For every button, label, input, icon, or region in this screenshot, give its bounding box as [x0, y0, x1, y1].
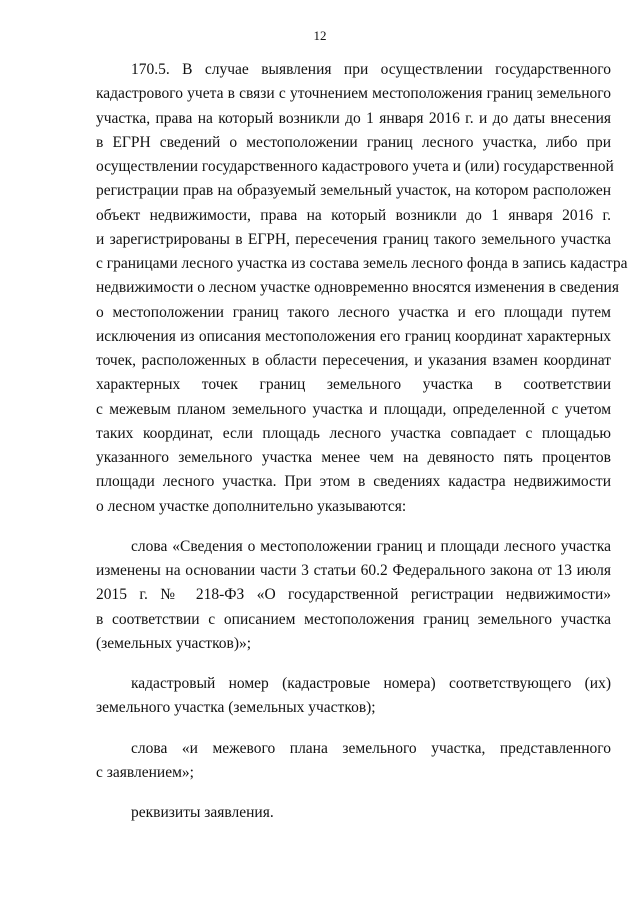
text-line: с заявлением»; — [96, 763, 194, 781]
paragraph — [96, 801, 611, 825]
document-body — [96, 58, 628, 825]
text-line: о лесном участке дополнительно указываются: — [96, 497, 407, 515]
text-line: слова «и межевого плана земельного участка, представленного — [131, 739, 611, 757]
text-line: 170.5. В случае выявления при осуществлении государственного — [131, 61, 611, 78]
text-line: площади лесного участка. При этом в сведениях кадастра недвижимости — [96, 473, 611, 491]
paragraph-gap — [96, 519, 611, 535]
text-line: точек, расположенных в области пересечения, и указания взамен координат — [96, 352, 611, 369]
text-line: изменены на основании части 3 статьи 60.2 Федерального закона от 13 июля — [96, 562, 611, 579]
text-line: (земельных участков)»; — [96, 634, 252, 652]
text-line: регистрации прав на образуемый земельный участок, на котором расположен — [96, 182, 611, 200]
paragraph-gap — [96, 721, 611, 737]
text-line: с границами лесного участка из состава земель лесного фонда в запись кадастра — [96, 255, 628, 272]
text-line: в соответствии с описанием местоположения границ земельного участка — [96, 610, 611, 628]
paragraph-gap — [96, 656, 611, 672]
page-number: 12 — [313, 28, 327, 43]
text-line: участка, права на который возникли до 1 января 2016 г. и до даты внесения — [96, 109, 611, 127]
text-line: характерных точек границ земельного участка в соответствии — [96, 376, 611, 394]
text-line: 2015 г. № 218-ФЗ «О государственной регистрации недвижимости» — [96, 586, 611, 604]
text-line: указанного земельного участка менее чем на девяносто пять процентов — [96, 449, 611, 466]
text-line: исключения из описания местоположения его границ координат характерных — [96, 327, 611, 345]
text-line: кадастрового учета в связи с уточнением местоположения границ земельного — [96, 85, 611, 103]
text-line: и зарегистрированы в ЕГРН, пересечения границ такого земельного участка — [96, 230, 611, 248]
paragraph — [96, 737, 611, 786]
paragraph — [96, 672, 611, 721]
text-line: объект недвижимости, права на который возникли до 1 января 2016 г. — [96, 206, 611, 224]
paragraph — [96, 535, 611, 656]
text-line: в ЕГРН сведений о местоположении границ лесного участка, либо при — [96, 133, 611, 151]
paragraph — [96, 58, 628, 519]
text-line: реквизиты заявления. — [131, 804, 274, 821]
text-line: осуществлении государственного кадастрового учета и (или) государственной — [96, 158, 614, 175]
text-line: кадастровый номер (кадастровые номера) соответствующего (их) — [131, 675, 611, 692]
text-line: земельного участка (земельных участков); — [96, 699, 376, 717]
text-line: недвижимости о лесном участке одновременно вносятся изменения в сведения — [96, 279, 619, 297]
text-line: таких координат, если площадь лесного участка совпадает с площадью — [96, 424, 611, 442]
paragraph-gap — [96, 785, 611, 801]
text-line: с межевым планом земельного участка и площади, определенной с учетом — [96, 400, 611, 418]
text-line: слова «Сведения о местоположении границ и площади лесного участка — [131, 537, 611, 555]
text-line: о местоположении границ такого лесного участка и его площади путем — [96, 303, 611, 321]
